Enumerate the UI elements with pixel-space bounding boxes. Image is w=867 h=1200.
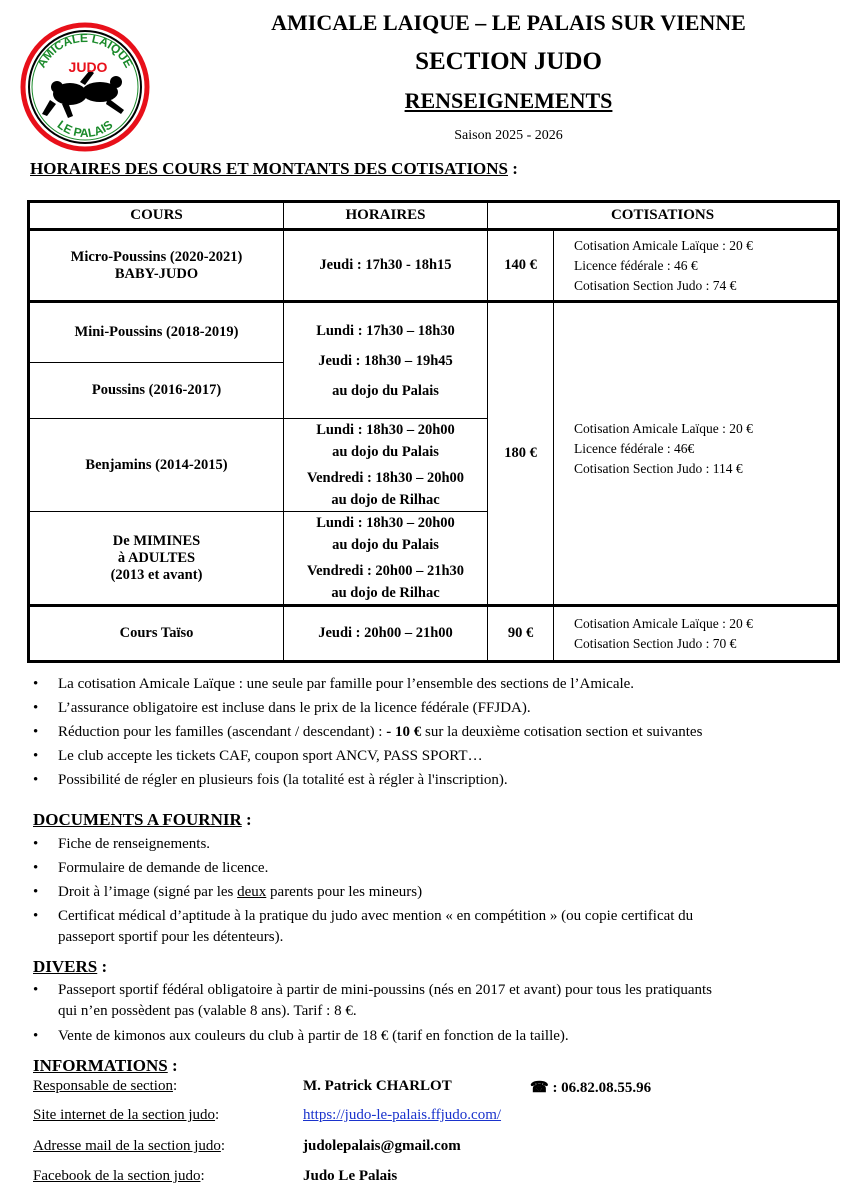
schedule-heading-suffix: : <box>508 159 518 178</box>
course-name: De MIMINES à ADULTES (2013 et avant) <box>29 512 284 606</box>
schedule-cell: Jeudi : 20h00 – 21h00 <box>284 606 488 662</box>
documents-list <box>0 832 693 950</box>
section-title: SECTION JUDO <box>415 48 602 75</box>
schedule-cell: Lundi : 18h30 – 20h00 au dojo du Palais Vendredi : 20h00 – 21h30 au dojo de Rilhac <box>284 512 488 606</box>
price-details: Cotisation Amicale Laïque : 20 € Cotisation Section Judo : 70 € <box>554 606 839 662</box>
document-title: RENSEIGNEMENTS <box>404 88 613 113</box>
price-cell: 180 € <box>488 302 554 606</box>
divers-list <box>0 978 712 1048</box>
list-item: • Passeport sportif fédéral obligatoire à partir de mini-poussins (nés en 2017 et avant) pour tous les pratiquants qui n’en possèdent pas (valable 8 ans). Tarif : 8 €. <box>0 980 712 1022</box>
course-name: Cours Taïso <box>29 606 284 662</box>
schedule-heading-text: HORAIRES DES COURS ET MONTANTS DES COTISATIONS <box>30 159 509 178</box>
list-item: • L’assurance obligatoire est incluse dans le prix de la licence fédérale (FFJDA). <box>0 696 702 720</box>
documents-heading: DOCUMENTS A FOURNIR : <box>33 810 252 829</box>
phone-number[interactable]: ☎ : 06.82.08.55.96 <box>530 1080 652 1096</box>
schedule-cell: Jeudi : 17h30 - 18h15 <box>284 230 488 302</box>
list-item: • Le club accepte les tickets CAF, coupon sport ANCV, PASS SPORT… <box>0 744 702 768</box>
table-row <box>29 606 839 662</box>
course-name: Mini-Poussins (2018-2019) <box>29 302 284 363</box>
course-name: Poussins (2016-2017) <box>29 363 284 419</box>
phone-icon: ☎ <box>530 1080 549 1096</box>
website-link[interactable]: https://judo-le-palais.ffjudo.com/ <box>303 1107 502 1123</box>
email-value[interactable]: judolepalais@gmail.com <box>303 1138 461 1154</box>
logo-center-text: JUDO <box>68 59 108 75</box>
list-item: • Vente de kimonos aux couleurs du club à partir de 18 € (tarif en fonction de la taille). <box>0 1024 712 1048</box>
schedule-table <box>27 200 840 663</box>
course-name: Benjamins (2014-2015) <box>29 419 284 512</box>
schedule-heading <box>30 159 518 179</box>
logo-top-text: AMICALE LAIQUE <box>34 30 136 71</box>
season-label: Saison 2025 - 2026 <box>454 128 563 143</box>
col-header-cotisations: COTISATIONS <box>488 202 839 230</box>
responsable-label: Responsable de section: <box>33 1078 178 1094</box>
notes-list <box>0 672 702 792</box>
email-label: Adresse mail de la section judo: <box>33 1138 226 1154</box>
col-header-cours: COURS <box>29 202 284 230</box>
list-item: • Certificat médical d’aptitude à la pratique du judo avec mention « en compétition » (ou copie certificat du passeport sportif pour les détenteurs). <box>0 906 693 948</box>
table-row <box>29 230 839 302</box>
page-title: AMICALE LAIQUE – LE PALAIS SUR VIENNE <box>271 10 746 35</box>
logo-bottom-text: LE PALAIS <box>54 117 116 141</box>
list-item: • Possibilité de régler en plusieurs fois (la totalité est à régler à l'inscription). <box>0 768 702 792</box>
schedule-cell: Lundi : 17h30 – 18h30 Jeudi : 18h30 – 19h45 au dojo du Palais <box>284 302 488 419</box>
informations-heading: INFORMATIONS : <box>33 1056 178 1075</box>
price-details: Cotisation Amicale Laïque : 20 € Licence fédérale : 46 € Cotisation Section Judo : 74 € <box>554 230 839 302</box>
facebook-label: Facebook de la section judo: <box>33 1168 205 1184</box>
schedule-cell: Lundi : 18h30 – 20h00 au dojo du Palais Vendredi : 18h30 – 20h00 au dojo de Rilhac <box>284 419 488 512</box>
price-cell: 90 € <box>488 606 554 662</box>
list-item: • La cotisation Amicale Laïque : une seule par famille pour l’ensemble des sections de l’Amicale. <box>0 672 702 696</box>
course-name: Micro-Poussins (2020-2021) BABY-JUDO <box>29 230 284 302</box>
price-details: Cotisation Amicale Laïque : 20 € Licence fédérale : 46€ Cotisation Section Judo : 114 € <box>554 302 839 606</box>
price-cell: 140 € <box>488 230 554 302</box>
list-item: • Fiche de renseignements. <box>0 832 693 856</box>
club-logo <box>20 22 150 152</box>
list-item: • Réduction pour les familles (ascendant / descendant) : - 10 € sur la deuxième cotisation section et suivantes <box>0 720 702 744</box>
table-row <box>29 302 839 363</box>
divers-heading: DIVERS : <box>33 957 108 976</box>
col-header-horaires: HORAIRES <box>284 202 488 230</box>
list-item: • Droit à l’image (signé par les deux parents pour les mineurs) <box>0 880 693 904</box>
list-item: • Formulaire de demande de licence. <box>0 856 693 880</box>
table-header-row <box>29 202 839 230</box>
website-label: Site internet de la section judo: <box>33 1107 220 1123</box>
responsable-name: M. Patrick CHARLOT <box>303 1078 452 1094</box>
facebook-value[interactable]: Judo Le Palais <box>303 1168 398 1184</box>
